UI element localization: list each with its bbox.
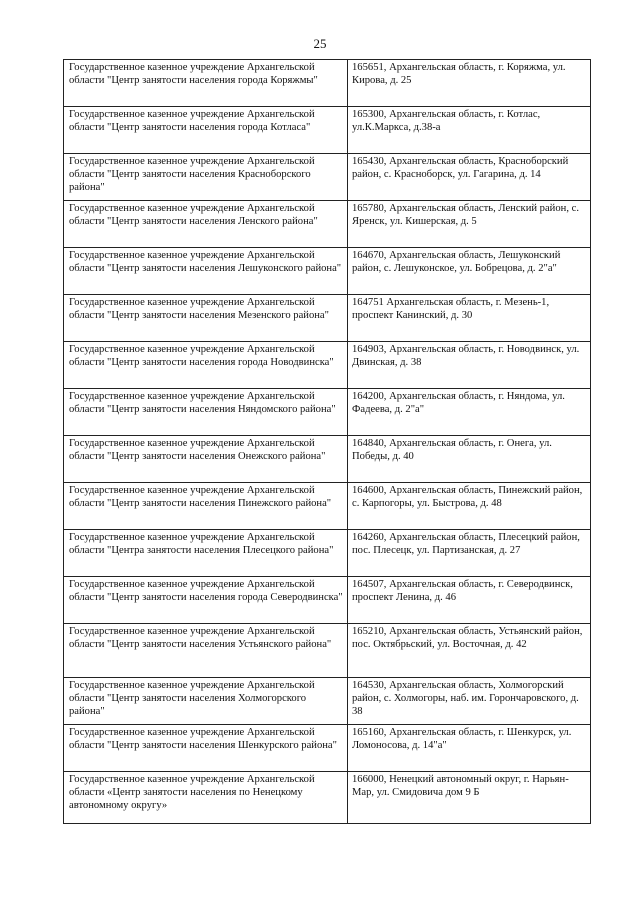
institution-address-cell: 165300, Архангельская область, г. Котлас, ул.К.Маркса, д.38-а bbox=[348, 107, 591, 154]
institution-name-cell: Государственное казенное учреждение Архангельской области "Центр занятости населения Устьянского района" bbox=[64, 624, 348, 678]
table-row bbox=[64, 530, 591, 577]
institution-address-cell: 164840, Архангельская область, г. Онега, ул. Победы, д. 40 bbox=[348, 436, 591, 483]
institution-address-cell: 164507, Архангельская область, г. Северодвинск, проспект Ленина, д. 46 bbox=[348, 577, 591, 624]
table-row bbox=[64, 107, 591, 154]
institution-address-cell: 165430, Архангельская область, Красноборский район, с. Красноборск, ул. Гагарина, д. 14 bbox=[348, 154, 591, 201]
table-row bbox=[64, 678, 591, 725]
institution-name-cell: Государственное казенное учреждение Архангельской области "Центр занятости населения города Новодвинска" bbox=[64, 342, 348, 389]
institution-address-cell: 164903, Архангельская область, г. Новодвинск, ул. Двинская, д. 38 bbox=[348, 342, 591, 389]
table-row bbox=[64, 772, 591, 824]
institution-name-cell: Государственное казенное учреждение Архангельской области "Центр занятости населения Мезенского района" bbox=[64, 295, 348, 342]
institution-address-cell: 164530, Архангельская область, Холмогорский район, с. Холмогоры, наб. им. Горончаровского, д. 38 bbox=[348, 678, 591, 725]
institution-address-cell: 164751 Архангельская область, г. Мезень-1, проспект Канинский, д. 30 bbox=[348, 295, 591, 342]
institution-address-cell: 165651, Архангельская область, г. Коряжма, ул. Кирова, д. 25 bbox=[348, 60, 591, 107]
table-row bbox=[64, 154, 591, 201]
institution-address-cell: 166000, Ненецкий автономный округ, г. Нарьян-Мар, ул. Смидовича дом 9 Б bbox=[348, 772, 591, 824]
table-row bbox=[64, 201, 591, 248]
table-row bbox=[64, 483, 591, 530]
institution-name-cell: Государственное казенное учреждение Архангельской области "Центр занятости населения Онежского района" bbox=[64, 436, 348, 483]
institution-address-cell: 165160, Архангельская область, г. Шенкурск, ул. Ломоносова, д. 14"а" bbox=[348, 725, 591, 772]
institution-address-cell: 164600, Архангельская область, Пинежский район, с. Карпогоры, ул. Быстрова, д. 48 bbox=[348, 483, 591, 530]
institution-name-cell: Государственное казенное учреждение Архангельской области "Центр занятости населения Няндомского района" bbox=[64, 389, 348, 436]
institution-name-cell: Государственное казенное учреждение Архангельской области "Центр занятости населения города Котласа" bbox=[64, 107, 348, 154]
table-row bbox=[64, 295, 591, 342]
table-row bbox=[64, 342, 591, 389]
institution-name-cell: Государственное казенное учреждение Архангельской области "Центра занятости населения Плесецкого района" bbox=[64, 530, 348, 577]
table-row bbox=[64, 577, 591, 624]
institution-address-cell: 164670, Архангельская область, Лешуконский район, с. Лешуконское, ул. Бобрецова, д. 2"а" bbox=[348, 248, 591, 295]
institution-name-cell: Государственное казенное учреждение Архангельской области "Центр занятости населения города Северодвинска" bbox=[64, 577, 348, 624]
table-row bbox=[64, 389, 591, 436]
institution-name-cell: Государственное казенное учреждение Архангельской области "Центр занятости населения Ленского района" bbox=[64, 201, 348, 248]
institution-address-cell: 164260, Архангельская область, Плесецкий район, пос. Плесецк, ул. Партизанская, д. 27 bbox=[348, 530, 591, 577]
institution-name-cell: Государственное казенное учреждение Архангельской области "Центр занятости населения Пинежского района" bbox=[64, 483, 348, 530]
table-row bbox=[64, 248, 591, 295]
institution-name-cell: Государственное казенное учреждение Архангельской области "Центр занятости населения Красноборского района" bbox=[64, 154, 348, 201]
institution-address-cell: 165780, Архангельская область, Ленский район, с. Яренск, ул. Кишерская, д. 5 bbox=[348, 201, 591, 248]
page-number: 25 bbox=[313, 36, 327, 51]
table-row bbox=[64, 60, 591, 107]
table-row bbox=[64, 624, 591, 678]
institution-name-cell: Государственное казенное учреждение Архангельской области «Центр занятости населения по Ненецкому автономному округу» bbox=[64, 772, 348, 824]
institution-address-cell: 165210, Архангельская область, Устьянский район, пос. Октябрьский, ул. Восточная, д. 42 bbox=[348, 624, 591, 678]
table-row bbox=[64, 436, 591, 483]
institution-name-cell: Государственное казенное учреждение Архангельской области "Центр занятости населения города Коряжмы" bbox=[64, 60, 348, 107]
institution-name-cell: Государственное казенное учреждение Архангельской области "Центр занятости населения Лешуконского района" bbox=[64, 248, 348, 295]
institution-name-cell: Государственное казенное учреждение Архангельской области "Центр занятости населения Холмогорского района" bbox=[64, 678, 348, 725]
institution-address-cell: 164200, Архангельская область, г. Няндома, ул. Фадеева, д. 2"а" bbox=[348, 389, 591, 436]
institution-name-cell: Государственное казенное учреждение Архангельской области "Центр занятости населения Шенкурского района" bbox=[64, 725, 348, 772]
employment-centers-table bbox=[63, 59, 591, 824]
table-row bbox=[64, 725, 591, 772]
